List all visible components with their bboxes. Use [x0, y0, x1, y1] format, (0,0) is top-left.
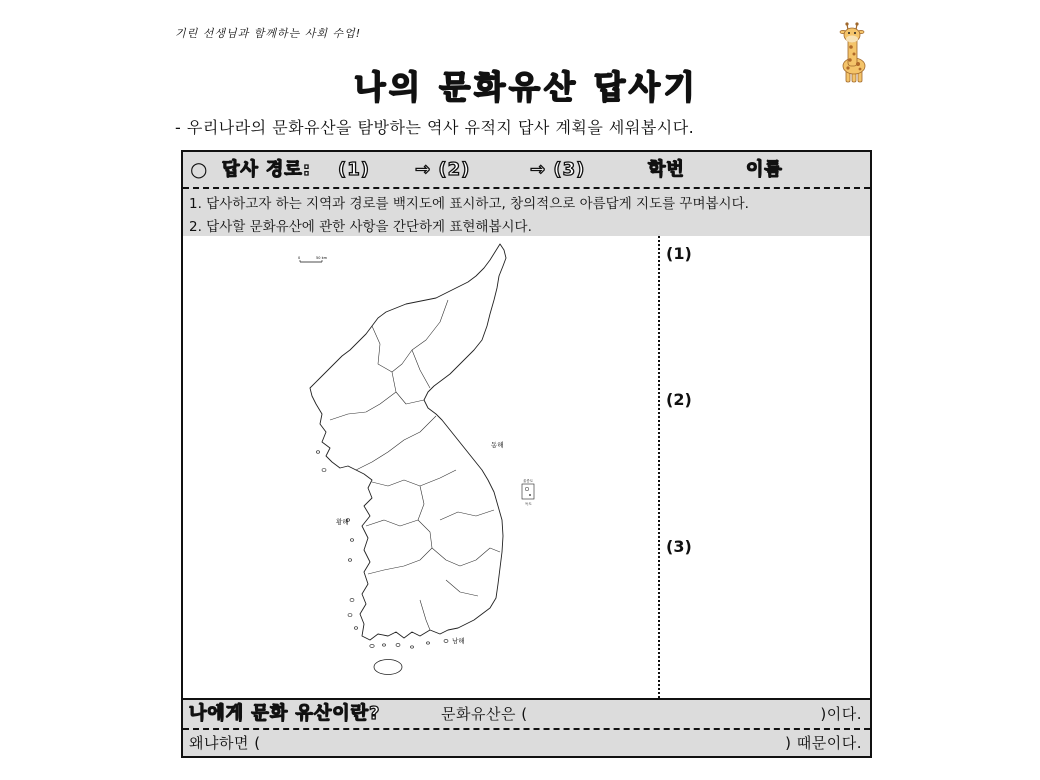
worksheet-subtitle: - 우리나라의 문화유산을 탐방하는 역사 유적지 답사 계획을 세워봅시다.: [175, 118, 695, 137]
route-stop-3: → (3): [530, 159, 586, 180]
route-row: [183, 152, 870, 189]
route-stop-2: → (2): [415, 159, 471, 180]
worksheet-box: [181, 150, 872, 758]
name-label: 이름: [746, 159, 783, 180]
site-label-2: (2): [666, 390, 692, 409]
answer-prefix: 문화유산은 (: [441, 705, 528, 723]
route-stop-1: (1): [338, 159, 370, 180]
yellow-sea-label: 황해: [336, 518, 349, 526]
south-sea-label: 남해: [452, 637, 465, 645]
korea-blank-map: [183, 236, 658, 698]
reflection-question: 나에게 문화 유산이란?: [189, 703, 381, 724]
site-label-1: (1): [666, 244, 692, 263]
instruction-1: 1. 답사하고자 하는 지역과 경로를 백지도에 표시하고, 창의적으로 아름답게 지도를 꾸며봅시다.: [189, 196, 749, 212]
dokdo-label: 독도: [525, 502, 532, 506]
student-number-label: 학번: [648, 159, 685, 180]
circle-bullet-icon: ○: [190, 157, 208, 181]
scale-distance: 50 km: [316, 256, 328, 260]
scale-zero: 0: [298, 256, 301, 260]
instruction-2: 2. 답사할 문화유산에 관한 사항을 간단하게 표현해봅시다.: [189, 219, 532, 235]
reflection-row: [183, 698, 870, 730]
ulleungdo-dokdo-inset: [522, 478, 534, 506]
scale-bar: [298, 256, 328, 262]
jeju-island: [374, 660, 402, 675]
answer-suffix: )이다.: [820, 705, 862, 723]
peninsula-outline: [310, 244, 506, 640]
site-label-3: (3): [666, 537, 692, 556]
sites-panel: [660, 236, 870, 698]
reason-suffix: ) 때문이다.: [785, 734, 862, 752]
map-panel: [183, 236, 660, 698]
ulleungdo-label: 울릉도: [523, 479, 534, 483]
east-sea-label: 동해: [491, 441, 504, 449]
route-label: 답사 경로:: [222, 159, 312, 180]
giraffe-illustration: [834, 22, 874, 84]
tagline: 기린 선생님과 함께하는 사회 수업!: [175, 27, 362, 40]
instructions: [183, 189, 870, 236]
reason-prefix: 왜냐하면 (: [189, 734, 261, 752]
reason-row: [183, 730, 870, 756]
worksheet-title: 나의 문화유산 답사기: [354, 68, 699, 106]
